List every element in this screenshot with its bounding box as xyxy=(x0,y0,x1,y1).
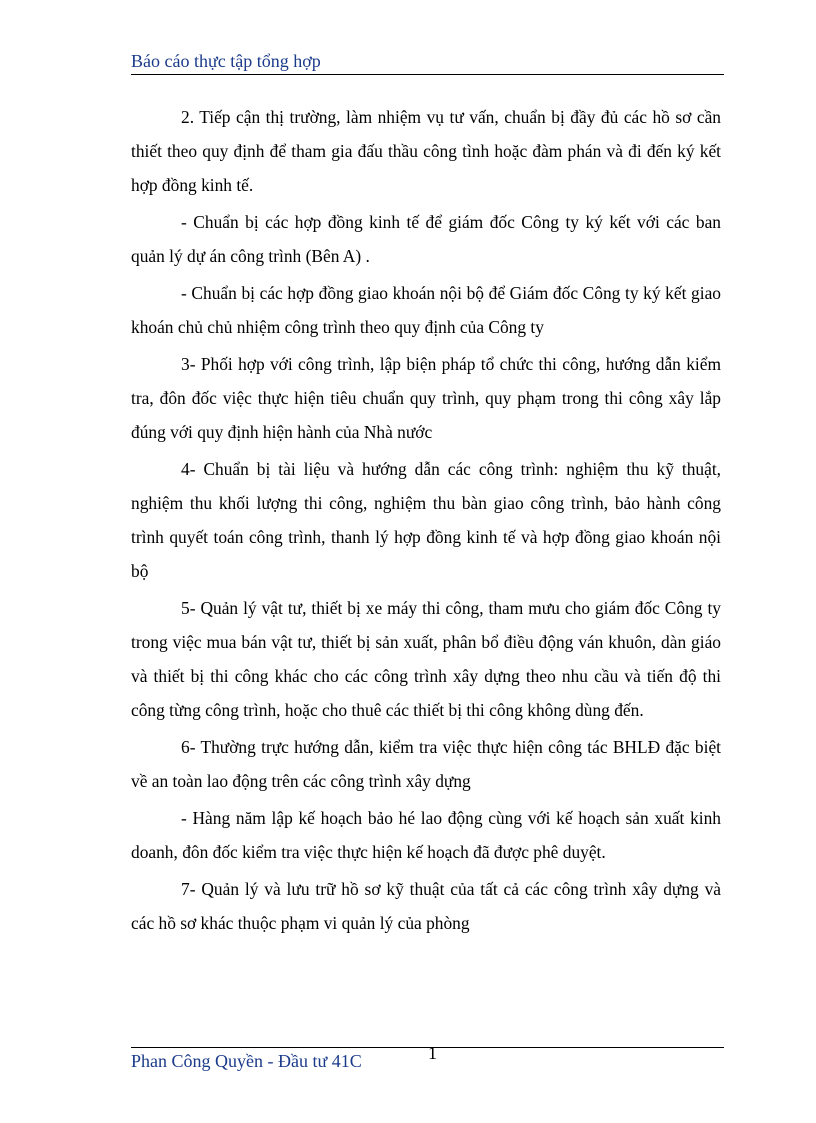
paragraph-item-5: 5- Quản lý vật tư, thiết bị xe máy thi công, tham mưu cho giám đốc Công ty trong việc mua bán vật tư, thiết bị sản xuất, phân bổ điều động ván khuôn, dàn giáo và thiết bị thi công khác cho các công trình xây dựng theo nhu cầu và tiến độ thi công từng công trình, hoặc cho thuê các thiết bị thi công không dùng đến. xyxy=(131,598,721,720)
page-number: 1 xyxy=(428,1043,437,1063)
paragraph-item-4: 4- Chuẩn bị tài liệu và hướng dẫn các công trình: nghiệm thu kỹ thuật, nghiệm thu khối lượng thi công, nghiệm thu bàn giao công trình, bảo hành công trình quyết toán công trình, thanh lý hợp đồng kinh tế và hợp đồng giao khoán nội bộ xyxy=(131,459,721,581)
paragraph-labor-plan: - Hàng năm lập kế hoạch bảo hé lao động cùng với kế hoạch sản xuất kinh doanh, đôn đốc kiểm tra việc thực hiện kế hoạch đã được phê duyệt. xyxy=(131,808,721,862)
paragraph-internal-contract: - Chuẩn bị các hợp đồng giao khoán nội bộ để Giám đốc Công ty ký kết giao khoán chủ chủ nhiệm công trình theo quy định của Công ty xyxy=(131,283,721,337)
paragraph-item-2: 2. Tiếp cận thị trường, làm nhiệm vụ tư vấn, chuẩn bị đầy đủ các hồ sơ cần thiết theo quy định để tham gia đấu thầu công tình hoặc đàm phán và đi đến ký kết hợp đồng kinh tế. xyxy=(131,107,721,195)
footer-author: Phan Công Quyền - Đầu tư 41C xyxy=(131,1051,362,1071)
paragraph-item-3: 3- Phối hợp với công trình, lập biện pháp tổ chức thi công, hướng dẫn kiểm tra, đôn đốc việc thực hiện tiêu chuẩn quy trình, quy phạm trong thi công xây lắp đúng với quy định hiện hành của Nhà nước xyxy=(131,354,721,442)
paragraph-item-6: 6- Thường trực hướng dẫn, kiểm tra việc thực hiện công tác BHLĐ đặc biệt về an toàn lao động trên các công trình xây dựng xyxy=(131,737,721,791)
page-header xyxy=(131,50,724,75)
page-footer xyxy=(131,1043,724,1078)
document-body xyxy=(131,100,721,943)
header-title: Báo cáo thực tập tổng hợp xyxy=(131,51,321,71)
paragraph-contract-prep: - Chuẩn bị các hợp đồng kinh tế để giám đốc Công ty ký kết với các ban quản lý dự án công trình (Bên A) . xyxy=(131,212,721,266)
paragraph-item-7: 7- Quản lý và lưu trữ hồ sơ kỹ thuật của tất cả các công trình xây dựng và các hồ sơ khác thuộc phạm vi quản lý của phòng xyxy=(131,879,721,933)
